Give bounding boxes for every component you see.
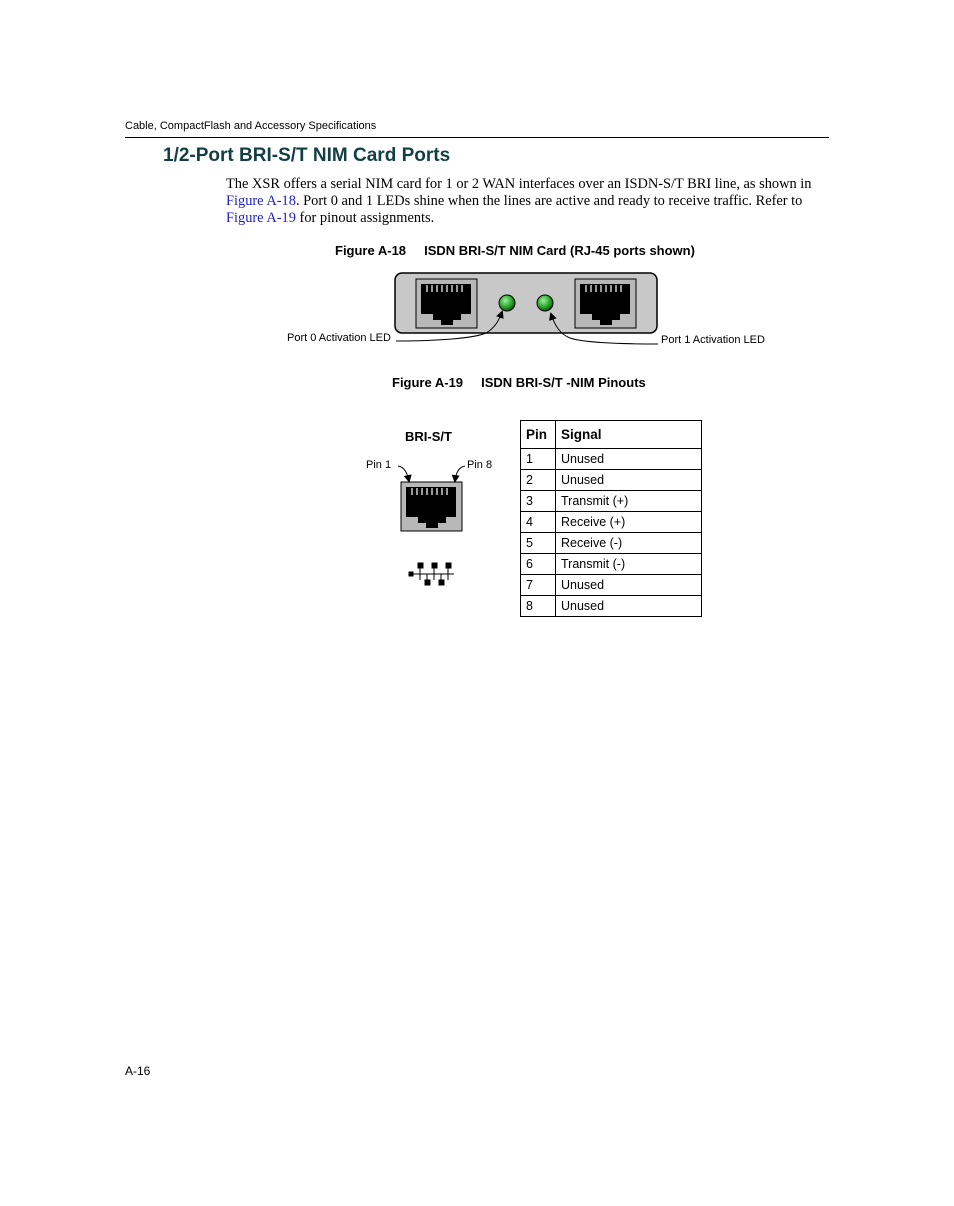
pin-cell: 5 <box>521 533 556 554</box>
pin-8-label: Pin 8 <box>467 459 493 471</box>
port-1-led <box>537 295 553 311</box>
port-0-led <box>499 295 515 311</box>
table-row <box>521 491 702 512</box>
body-text-1: The XSR offers a serial NIM card for 1 or 2 WAN interfaces over an ISDN-S/T BRI line, as shown in <box>226 176 812 192</box>
pin-cell: 6 <box>521 554 556 575</box>
table-row <box>521 512 702 533</box>
signal-cell: Transmit (-) <box>556 554 702 575</box>
signal-cell: Unused <box>556 596 702 617</box>
signal-cell: Receive (-) <box>556 533 702 554</box>
section-title: 1/2-Port BRI-S/T NIM Card Ports <box>163 145 451 166</box>
signal-cell: Transmit (+) <box>556 491 702 512</box>
signal-cell: Receive (+) <box>556 512 702 533</box>
body-text-3: for pinout assignments. <box>295 210 435 226</box>
table-row <box>521 470 702 491</box>
rj45-port-0 <box>416 279 477 328</box>
table-row <box>521 533 702 554</box>
table-row <box>521 575 702 596</box>
pinout-table <box>520 420 702 617</box>
pin-cell: 1 <box>521 449 556 470</box>
body-text-2: . Port 0 and 1 LEDs shine when the lines are active and ready to receive traffic. Refer to <box>295 193 803 209</box>
table-row <box>521 449 702 470</box>
pin-8-arrow <box>455 466 465 481</box>
bri-st-connector <box>401 482 462 531</box>
figure-a19-caption: Figure A-19 ISDN BRI-S/T -NIM Pinouts <box>392 375 646 390</box>
isdn-symbol-icon <box>409 563 454 585</box>
signal-cell: Unused <box>556 470 702 491</box>
column-header-signal: Signal <box>556 421 702 449</box>
pin-cell: 8 <box>521 596 556 617</box>
table-row <box>521 596 702 617</box>
running-head: Cable, CompactFlash and Accessory Specifications <box>125 120 377 132</box>
page-number: A-16 <box>125 1064 151 1078</box>
table-header-row <box>521 421 702 449</box>
figure-a19-link[interactable]: Figure A-19 <box>226 210 296 226</box>
pin-1-label: Pin 1 <box>366 459 392 471</box>
pin-cell: 7 <box>521 575 556 596</box>
pin-1-arrow <box>398 466 409 481</box>
rj45-port-1 <box>575 279 636 328</box>
column-header-pin: Pin <box>521 421 556 449</box>
table-row <box>521 554 702 575</box>
signal-cell: Unused <box>556 575 702 596</box>
figure-a18-link[interactable]: Figure A-18 <box>226 193 296 209</box>
pin-cell: 2 <box>521 470 556 491</box>
connector-title: BRI-S/T <box>405 429 452 444</box>
pin-cell: 4 <box>521 512 556 533</box>
port-0-led-label: Port 0 Activation LED <box>287 332 391 344</box>
port-1-led-label: Port 1 Activation LED <box>661 334 765 346</box>
signal-cell: Unused <box>556 449 702 470</box>
figure-a18-caption: Figure A-18 ISDN BRI-S/T NIM Card (RJ-45 ports shown) <box>335 243 695 258</box>
pin-cell: 3 <box>521 491 556 512</box>
